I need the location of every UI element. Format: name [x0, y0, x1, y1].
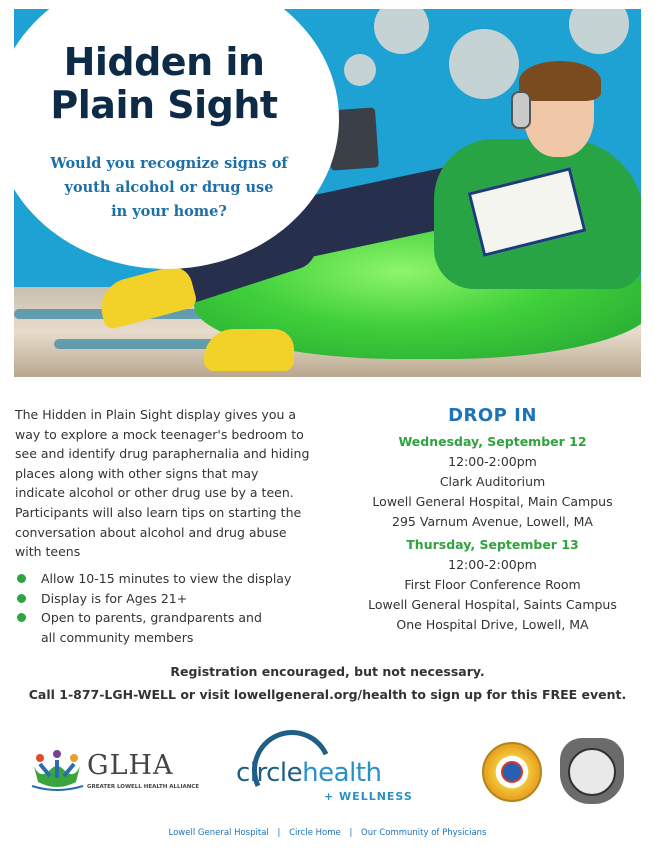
- description-line: places along with other signs that may: [15, 465, 259, 481]
- glha-wordmark: GLHA: [87, 750, 174, 781]
- wellness-tagline: + WELLNESS: [324, 790, 413, 803]
- session-address: 295 Varnum Avenue, Lowell, MA: [392, 514, 593, 529]
- seal-center: [501, 761, 523, 783]
- footer-link-physicians[interactable]: Our Community of Physicians: [361, 828, 487, 838]
- session-day: Wednesday, September 12: [398, 434, 587, 449]
- wall-polka-dot: [569, 9, 629, 54]
- circle-health-logo: [232, 730, 432, 810]
- wall-polka-dot: [344, 54, 376, 86]
- drop-in-heading: DROP IN: [448, 405, 537, 426]
- session-hospital: Lowell General Hospital, Saints Campus: [368, 597, 617, 612]
- description-line: The Hidden in Plain Sight display gives you a: [15, 407, 297, 422]
- wall-polka-dot: [449, 29, 519, 99]
- registration-call: Call 1-877-LGH-WELL or visit lowellgeneral.org/health to sign up for this FREE event.: [28, 687, 627, 702]
- description-line: way to explore a mock teenager's bedroom to: [15, 426, 304, 442]
- bullet-text: Open to parents, grandparents and: [41, 610, 262, 626]
- session-room: First Floor Conference Room: [404, 577, 581, 592]
- circle-health-word-a: circle: [236, 758, 303, 788]
- session-day: Thursday, September 13: [406, 537, 579, 552]
- description-line: indicate alcohol or other drug use by a teen.: [15, 485, 294, 501]
- circle-health-word-b: health: [302, 758, 382, 788]
- description-line: conversation about alcohol and drug abuse: [15, 524, 287, 540]
- bullet-dot-icon: [17, 594, 26, 603]
- coalition-seal-icon: [482, 742, 542, 802]
- circle-health-wordmark: [236, 758, 381, 788]
- description: [15, 405, 315, 562]
- glha-figures-icon: [30, 748, 85, 793]
- session-time: 12:00-2:00pm: [448, 557, 537, 572]
- wall-polka-dot: [374, 9, 429, 54]
- bullet-dot-icon: [17, 574, 26, 583]
- badge-center: [568, 748, 616, 796]
- police-badge-icon: [560, 738, 624, 804]
- description-line: with teens: [15, 544, 81, 560]
- list-item: [15, 569, 325, 589]
- subtitle-line: youth alcohol or drug use: [64, 179, 274, 196]
- session-room: Clark Auditorium: [439, 474, 546, 489]
- title-line: Hidden in: [63, 40, 265, 84]
- list-item: [15, 608, 325, 647]
- title-line: Plain Sight: [50, 83, 278, 127]
- subtitle-line: in your home?: [111, 203, 227, 220]
- description-line: see and identify drug paraphernalia and hiding: [15, 446, 310, 462]
- footer-link-lowell-general[interactable]: Lowell General Hospital: [168, 828, 269, 838]
- glha-tagline: GREATER LOWELL HEALTH ALLIANCE: [87, 784, 200, 790]
- bullet-text: Allow 10-15 minutes to view the display: [41, 571, 292, 586]
- bullet-list: [15, 569, 325, 647]
- session-address: One Hospital Drive, Lowell, MA: [396, 617, 589, 632]
- teen-hair: [519, 61, 601, 101]
- page-title: [14, 41, 314, 127]
- session-hospital: Lowell General Hospital, Main Campus: [372, 494, 613, 509]
- bullet-dot-icon: [17, 613, 26, 622]
- footer-separator: |: [277, 828, 281, 838]
- footer-link-circle-home[interactable]: Circle Home: [289, 828, 341, 838]
- subtitle: [46, 152, 292, 224]
- hero-photo: [14, 9, 641, 377]
- footer-links: [0, 828, 655, 838]
- yellow-sneaker: [204, 329, 294, 371]
- headphones-icon: [511, 91, 531, 129]
- description-line: Participants will also learn tips on starting the: [15, 504, 302, 520]
- subtitle-line: Would you recognize signs of: [50, 155, 288, 172]
- footer-separator: |: [349, 828, 353, 838]
- session-time: 12:00-2:00pm: [448, 454, 537, 469]
- bullet-text: all community members: [41, 629, 194, 645]
- glha-logo: [25, 748, 200, 798]
- registration-note: Registration encouraged, but not necessary.: [170, 664, 485, 679]
- list-item: [15, 589, 325, 609]
- drop-in-panel: [340, 405, 645, 635]
- bullet-text: Display is for Ages 21+: [41, 590, 188, 606]
